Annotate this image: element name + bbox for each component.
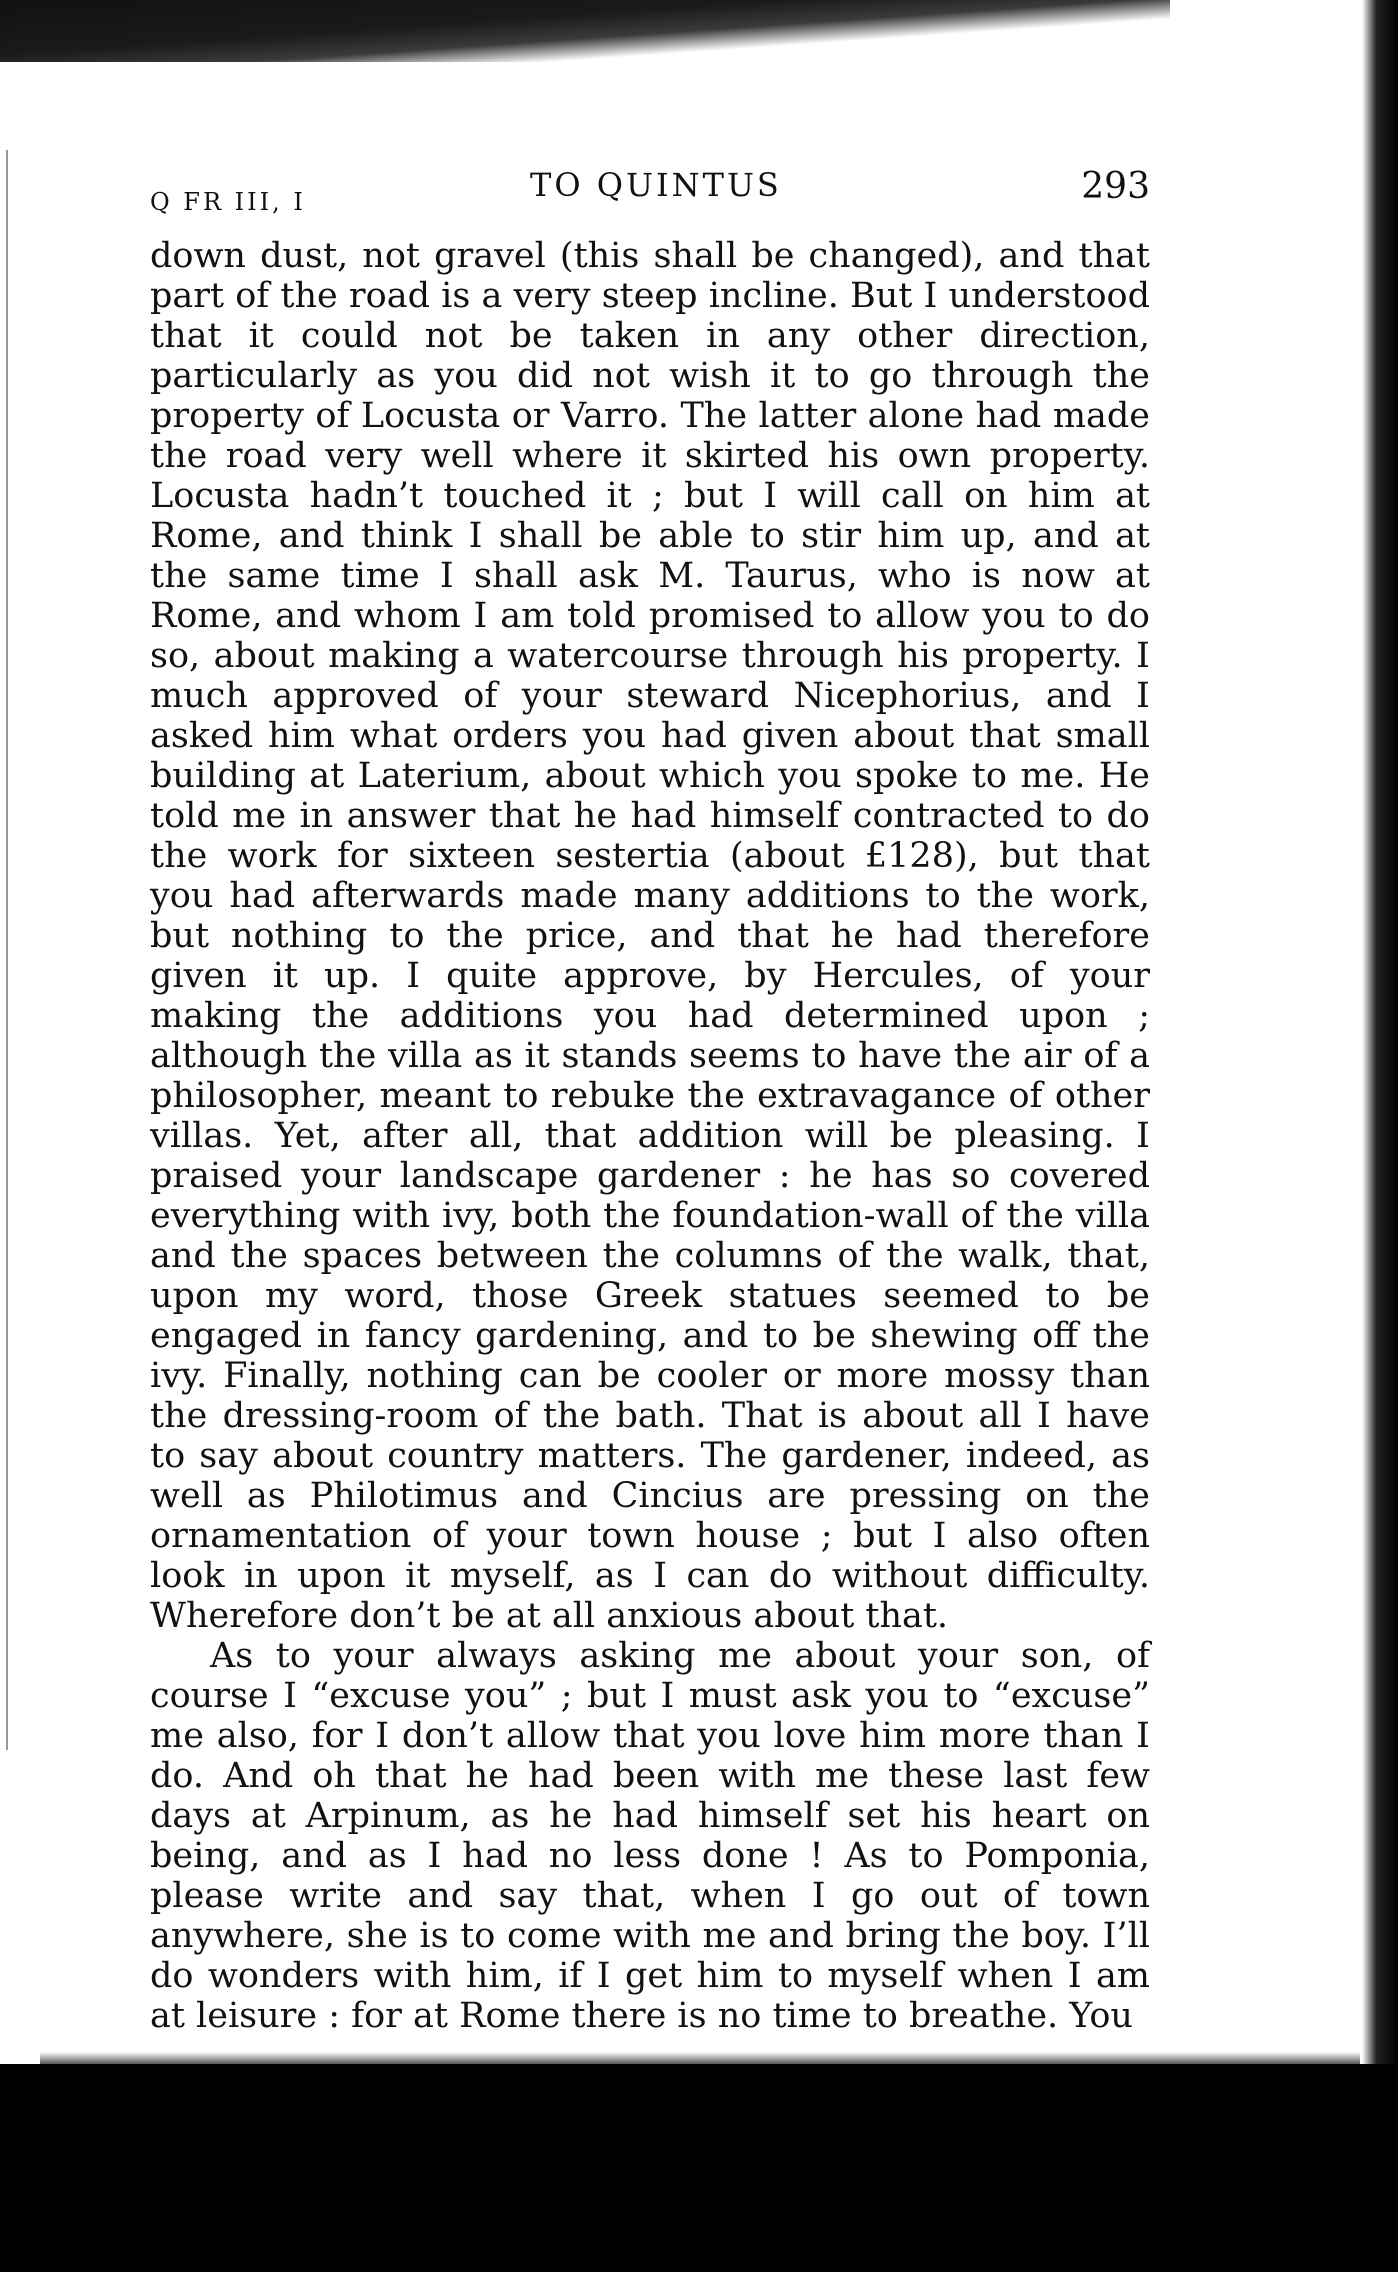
page-body	[150, 236, 1150, 2036]
paragraph-country-matters: down dust, not gravel (this shall be changed), and that part of the road is a very steep incline. But I understood that it could not be taken in any other direction, particularly as you did not wish it to go through the property of Locusta or Varro. The latter alone had made the road very well where it skirted his own property. Locusta hadn’t touched it ; but I will call on him at Rome, and think I shall be able to stir him up, and at the same time I shall ask M. Taurus, who is now at Rome, and whom I am told promised to allow you to do so, about making a watercourse through his property. I much approved of your steward Nicephorius, and I asked him what orders you had given about that small building at Laterium, about which you spoke to me. He told me in answer that he had himself contracted to do the work for sixteen sestertia (about £128), but that you had afterwards made many additions to the work, but nothing to the price, and that he had therefore given it up. I quite approve, by Hercules, of your making the additions you had determined upon ; although the villa as it stands seems to have the air of a philosopher, meant to rebuke the extravagance of other villas. Yet, after all, that addition will be pleasing. I praised your landscape gardener : he has so covered everything with ivy, both the foundation-wall of the villa and the spaces between the columns of the walk, that, upon my word, those Greek statues seemed to be engaged in fancy gardening, and to be shewing off the ivy. Finally, nothing can be cooler or more mossy than the dressing-room of the bath. That is about all I have to say about country matters. The gardener, indeed, as well as Philotimus and Cincius are pressing on the ornamentation of your town house ; but I also often look in upon it myself, as I can do without difficulty. Wherefore don’t be at all anxious about that.	[150, 236, 1150, 1636]
scan-right-edge	[1362, 0, 1398, 2272]
running-title: TO QUINTUS	[530, 166, 782, 204]
section-reference: Q FR III, I	[150, 188, 306, 216]
scan-top-shadow	[0, 0, 1170, 62]
scan-bottom-band	[0, 2064, 1398, 2272]
running-header	[150, 166, 1150, 216]
page-number: 293	[1081, 166, 1150, 207]
paragraph-son-and-pomponia: As to your always asking me about your son, of course I “excuse you” ; but I must ask you to “excuse” me also, for I don’t allow that you love him more than I do. And oh that he had been with me these last few days at Arpinum, as he had himself set his heart on being, and as I had no less done ! As to Pomponia, please write and say that, when I go out of town anywhere, she is to come with me and bring the boy. I’ll do wonders with him, if I get him to myself when I am at leisure : for at Rome there is no time to breathe. You	[150, 1636, 1150, 2036]
scan-left-margin-marks	[6, 150, 14, 1750]
